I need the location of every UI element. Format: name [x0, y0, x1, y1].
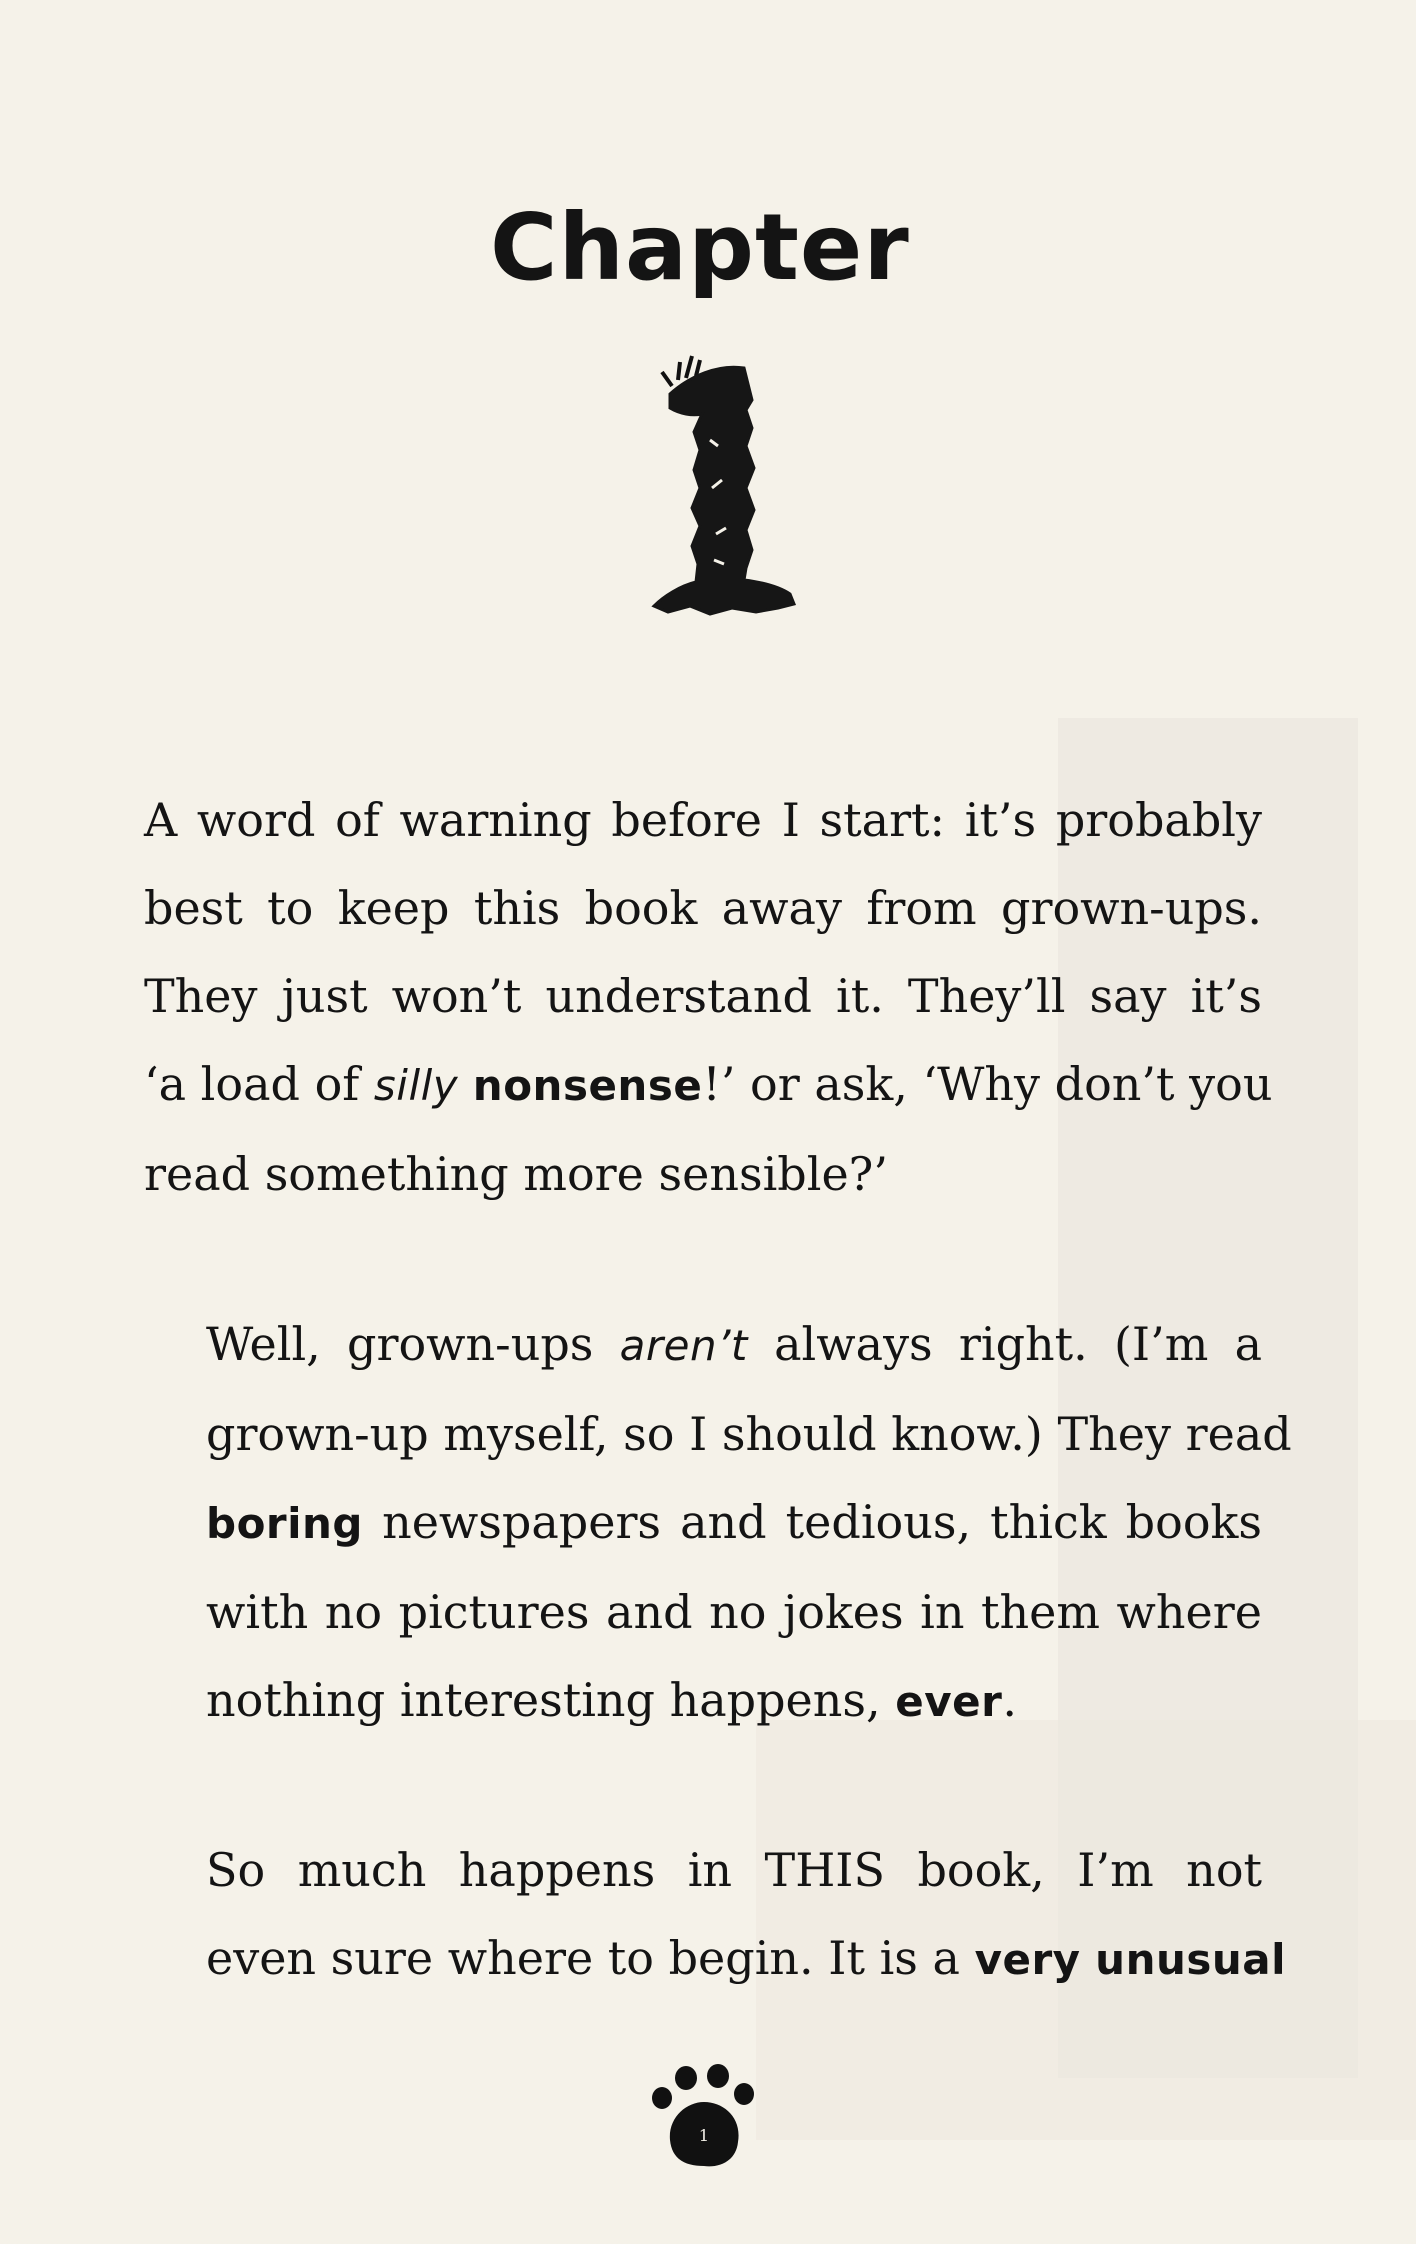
- text-line: [144, 1826, 1262, 1914]
- text-line: [144, 1300, 1262, 1390]
- chapter-number-text: 1: [790, 389, 792, 391]
- text-line: [144, 1040, 1273, 1130]
- text-run: always right. (I’m a: [747, 1317, 1262, 1371]
- chapter-heading: Chapter: [490, 194, 910, 301]
- text-run: even sure where to begin. It is a: [206, 1931, 975, 1985]
- text-run: with no pictures and no jokes in them where: [206, 1585, 1262, 1639]
- text-run: A word of warning before I start: it’s probably: [144, 793, 1262, 847]
- text-line: [144, 776, 1262, 864]
- text-run: grown-up myself, so I should know.) They read: [206, 1407, 1292, 1461]
- text-line: [144, 1130, 1262, 1218]
- text-run: [458, 1057, 473, 1111]
- paragraph-3: [144, 1826, 1287, 2004]
- handwritten-word: unusual: [1095, 1935, 1287, 1984]
- handwritten-word: ever: [895, 1677, 1003, 1726]
- page-number: 1: [698, 2126, 710, 2145]
- text-run: !’ or ask, ‘Why don’t you: [702, 1057, 1273, 1111]
- text-run: nothing interesting happens,: [206, 1673, 896, 1727]
- text-run: best to keep this book away from grown-ups.: [144, 881, 1262, 935]
- text-run: read something more sensible?’: [144, 1147, 888, 1201]
- text-run: So much happens in THIS book, I’m not: [206, 1843, 1262, 1897]
- handwritten-word: nonsense: [472, 1061, 703, 1110]
- handwritten-word: very: [974, 1935, 1081, 1984]
- paw-print-icon: [648, 2062, 760, 2172]
- paragraph-2: [144, 1300, 1292, 1746]
- text-run: ‘a load of: [144, 1057, 374, 1111]
- paragraph-1: [144, 776, 1273, 1218]
- text-run: They just won’t understand it. They’ll say it’s: [144, 969, 1262, 1023]
- handwritten-word: silly: [373, 1061, 459, 1110]
- text-run: .: [1002, 1673, 1017, 1727]
- text-line: [144, 1568, 1262, 1656]
- text-run: [1081, 1931, 1096, 1985]
- text-line: [144, 952, 1262, 1040]
- text-line: [144, 1390, 1292, 1478]
- handwritten-word: aren’t: [619, 1321, 748, 1370]
- chapter-number-graphic: [640, 350, 810, 630]
- text-line: [144, 864, 1262, 952]
- text-run: newspapers and tedious, thick books: [363, 1495, 1262, 1549]
- handwritten-word: boring: [206, 1499, 363, 1548]
- text-line: [144, 1914, 1287, 2004]
- text-line: [144, 1656, 1262, 1746]
- text-run: Well, grown-ups: [206, 1317, 620, 1371]
- text-line: [144, 1478, 1262, 1568]
